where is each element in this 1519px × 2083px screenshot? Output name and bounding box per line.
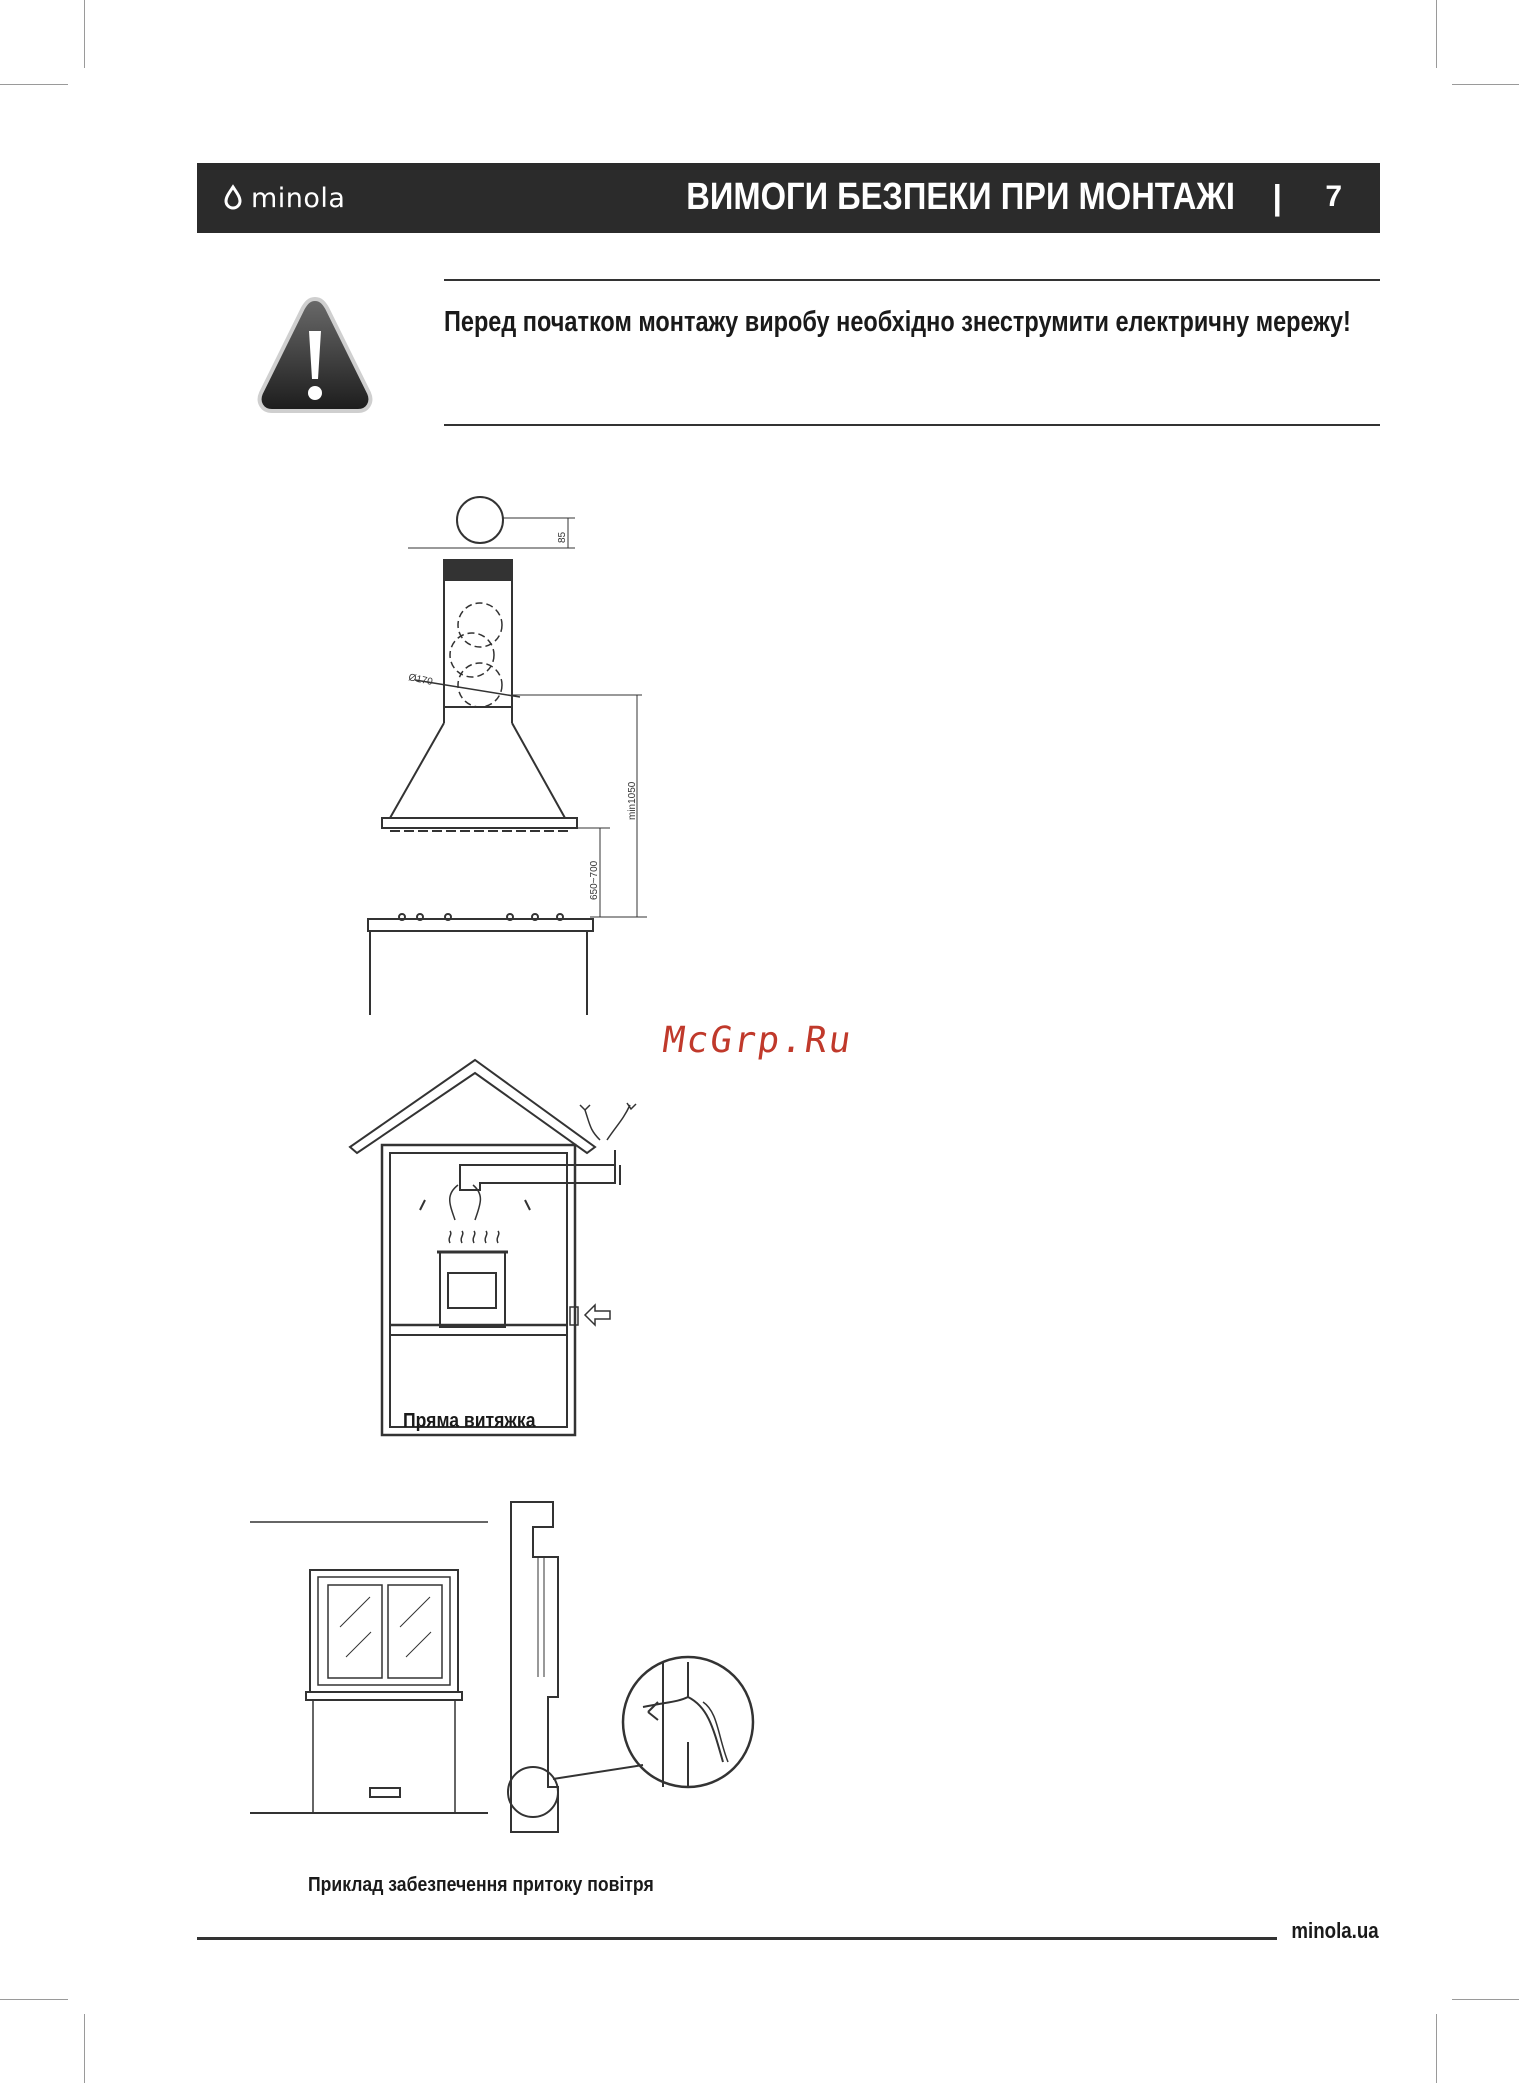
warning-triangle-icon — [255, 293, 375, 418]
header-separator: | — [1272, 179, 1282, 217]
figure1-caption: Пряма витяжка — [403, 1410, 536, 1432]
brand-drop-icon — [223, 185, 243, 211]
warning-text: Перед початком монтажу виробу необхідно знеструмити електричну мережу! — [444, 306, 1351, 338]
page-title: ВИМОГИ БЕЗПЕКИ ПРИ МОНТАЖІ — [686, 176, 1235, 218]
crop-mark — [84, 0, 85, 68]
footer-rule — [197, 1937, 1277, 1940]
straight-hood-diagram — [345, 1055, 655, 1390]
dim-range-label: 650~700 — [589, 860, 600, 900]
page-number: 7 — [1325, 180, 1342, 213]
brand-name: minola — [251, 182, 346, 214]
crop-mark — [84, 2014, 85, 2083]
header-bar — [197, 163, 1380, 233]
hood-installation-diagram — [360, 485, 680, 1015]
crop-mark — [1452, 1999, 1519, 2000]
crop-mark — [1436, 0, 1437, 68]
crop-mark — [1452, 84, 1519, 85]
dim-min-label: min1050 — [627, 781, 638, 820]
brand-logo — [223, 179, 345, 217]
footer-url: minola.ua — [1291, 1918, 1379, 1943]
watermark: McGrp.Ru — [660, 1020, 856, 1061]
dim-top-label: 85 — [557, 531, 568, 543]
figure2-caption: Приклад забезпечення притоку повітря — [308, 1874, 654, 1896]
crop-mark — [1436, 2014, 1437, 2083]
air-supply-diagram — [248, 1497, 748, 1837]
crop-mark — [0, 84, 68, 85]
dim-diameter-label: Ø170 — [407, 672, 434, 689]
warning-top-rule — [444, 279, 1380, 281]
crop-mark — [0, 1999, 68, 2000]
warning-bottom-rule — [444, 424, 1380, 426]
